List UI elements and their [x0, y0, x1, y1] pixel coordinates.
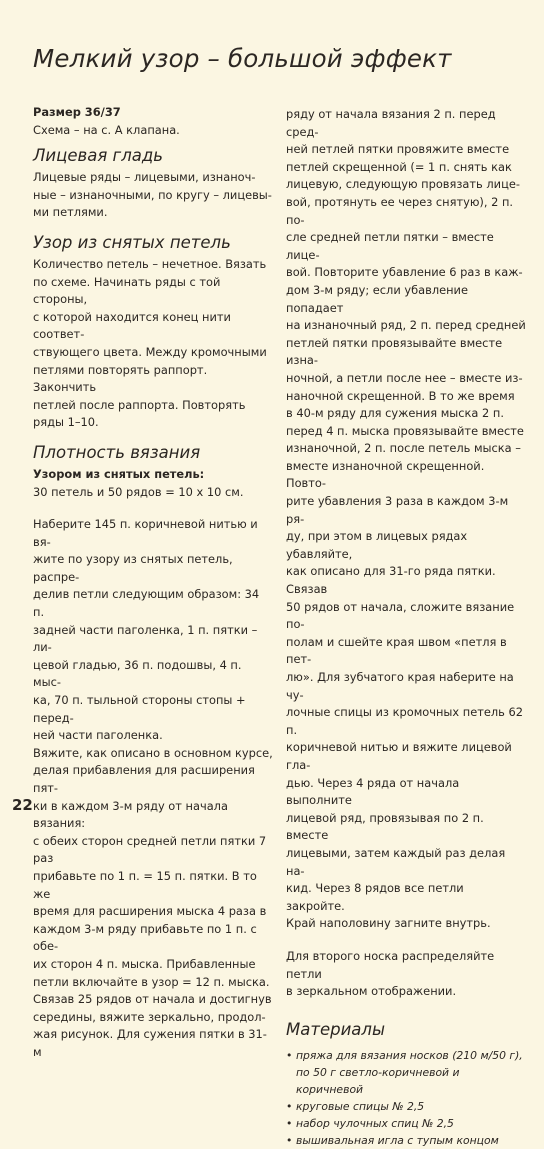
slip-line: петлями повторять раппорт. Закончить — [33, 362, 208, 395]
body-line: Связав 25 рядов от начала и достигнув — [33, 992, 272, 1007]
body-line: наночной скрещенной. В то же время — [286, 388, 515, 403]
body-line: дью. Через 4 ряда от начала выполните — [286, 775, 460, 808]
body-line: в 40-м ряду для сужения мыска 2 п. — [286, 406, 504, 421]
left-column — [33, 104, 273, 1062]
body-line: коричневой нитью и вяжите лицевой гла- — [286, 740, 512, 772]
materials-item: • вышивальная игла с тупым концом — [286, 1133, 499, 1147]
instructions-right — [286, 106, 526, 933]
right-column — [286, 106, 526, 1149]
second-sock-line: Для второго носка распределяйте петли — [286, 948, 495, 981]
body-line: перед 4 п. мыска провязывайте вместе — [286, 423, 524, 438]
density-subheading: Узором из снятых петель: — [33, 466, 205, 481]
body-line: ка, 70 п. тыльной стороны стопы + перед- — [33, 693, 246, 725]
body-line: изнаночной, 2 п. после петель мыска – — [286, 441, 521, 456]
body-line: рите убавления 3 раза в каждом 3-м ря- — [286, 494, 509, 526]
materials-item: по 50 г светло-коричневой и коричневой — [296, 1065, 460, 1096]
body-line: лицевой ряд, провязывая по 2 п. вместе — [286, 810, 484, 843]
body-line: с обеих сторон средней петли пятки 7 раз — [33, 833, 267, 866]
body-line: лицевую, следующую провязать лице- — [286, 177, 520, 192]
body-line: как описано для 31-го ряда пятки. Связав — [286, 564, 496, 597]
slip-line: с которой находится конец нити соответ- — [33, 309, 231, 342]
slip-line: Количество петель – нечетное. Вязать — [33, 256, 267, 271]
second-sock-line: в зеркальном отображении. — [286, 984, 457, 999]
body-line: кид. Через 8 рядов все петли закройте. — [286, 881, 464, 913]
body-line: вместе изнаночной скрещенной. Повто- — [286, 458, 485, 491]
face-line: Лицевые ряды – лицевыми, изнаноч- — [33, 170, 256, 185]
body-line: ней части паголенка. — [33, 728, 163, 743]
size-heading: Размер 36/37 — [33, 105, 121, 119]
body-line: вой, протянуть ее через снятую), 2 п. по- — [286, 194, 514, 227]
body-line: лицевыми, затем каждый раз делая на- — [286, 845, 506, 878]
materials-item: • пряжа для вязания носков (210 м/50 г), — [286, 1048, 523, 1062]
body-line: жая рисунок. Для сужения пятки в 31-м — [33, 1027, 267, 1059]
body-line: лю». Для зубчатого края наберите на чу- — [286, 670, 514, 702]
slip-line: петлей после раппорта. Повторять — [33, 397, 246, 412]
body-line: ряду от начала вязания 2 п. перед сред- — [286, 107, 496, 139]
body-line: середины, вяжите зеркально, продол- — [33, 1009, 266, 1024]
bullet-icon: • — [286, 1099, 293, 1113]
slip-line: ряды 1–10. — [33, 415, 99, 430]
section-heading-face: Лицевая гладь — [33, 146, 163, 166]
body-line: задней части паголенка, 1 п. пятки – ли- — [33, 622, 258, 655]
bullet-icon: • — [286, 1048, 293, 1062]
bullet-icon: • — [286, 1116, 293, 1130]
body-line: петлей пятки провязывайте вместе изна- — [286, 335, 503, 368]
body-line: ду, при этом в лицевых рядах убавляйте, — [286, 529, 468, 561]
materials-item: • набор чулочных спиц № 2,5 — [286, 1116, 454, 1130]
body-line: цевой гладью, 36 п. подошвы, 4 п. мыс- — [33, 657, 242, 690]
body-line: делая прибавления для расширения пят- — [33, 763, 255, 795]
materials-item: • круговые спицы № 2,5 — [286, 1099, 425, 1113]
materials-heading: Материалы — [286, 1019, 385, 1039]
body-line: на изнаночный ряд, 2 п. перед средней — [286, 318, 526, 333]
body-line: прибавьте по 1 п. = 15 п. пятки. В то же — [33, 868, 257, 901]
body-line: жите по узору из снятых петель, распре- — [33, 552, 233, 584]
materials-list — [286, 1047, 526, 1149]
slip-line: ствующего цвета. Между кромочными — [33, 344, 267, 359]
body-line: Край наполовину загните внутрь. — [286, 916, 491, 931]
body-line: петли включайте в узор = 12 п. мыска. — [33, 974, 270, 989]
instructions-left — [33, 516, 273, 1061]
body-line: лочные спицы из кромочных петель 62 п. — [286, 705, 523, 737]
page-number: 22 — [12, 796, 33, 814]
body-line: Вяжите, как описано в основном курсе, — [33, 745, 273, 760]
body-line: петлей скрещенной (= 1 п. снять как — [286, 159, 512, 174]
body-line: их сторон 4 п. мыска. Прибавленные — [33, 956, 256, 971]
bullet-icon: • — [286, 1133, 293, 1147]
body-line: ночной, а петли после нее – вместе из- — [286, 370, 523, 385]
body-line: ки в каждом 3-м ряду от начала вязания: — [33, 798, 228, 831]
face-line: ные – изнаночными, по кругу – лицевы- — [33, 187, 272, 202]
page-title: Мелкий узор – большой эффект — [33, 44, 452, 73]
slip-line: по схеме. Начинать ряды с той стороны, — [33, 274, 221, 307]
density-value: 30 петель и 50 рядов = 10 х 10 см. — [33, 484, 244, 499]
section-heading-density: Плотность вязания — [33, 442, 201, 462]
body-line: делив петли следующим образом: 34 п. — [33, 587, 260, 620]
section-heading-slip: Узор из снятых петель — [33, 232, 231, 252]
body-line: вой. Повторите убавление 6 раз в каж- — [286, 265, 523, 280]
body-line: сле средней петли пятки – вместе лице- — [286, 230, 494, 262]
body-line: каждом 3-м ряду прибавьте по 1 п. с обе- — [33, 921, 257, 954]
body-line: ней петлей пятки провяжите вместе — [286, 142, 510, 157]
body-line: 50 рядов от начала, сложите вязание по- — [286, 599, 515, 632]
body-line: время для расширения мыска 4 раза в — [33, 904, 267, 919]
size-scheme: Схема – на с. А клапана. — [33, 122, 180, 137]
body-line: дом 3-м ряду; если убавление попадает — [286, 282, 468, 315]
face-line: ми петлями. — [33, 205, 108, 220]
body-line: полам и сшейте края швом «петля в пет- — [286, 634, 507, 667]
body-line: Наберите 145 п. коричневой нитью и вя- — [33, 517, 258, 549]
